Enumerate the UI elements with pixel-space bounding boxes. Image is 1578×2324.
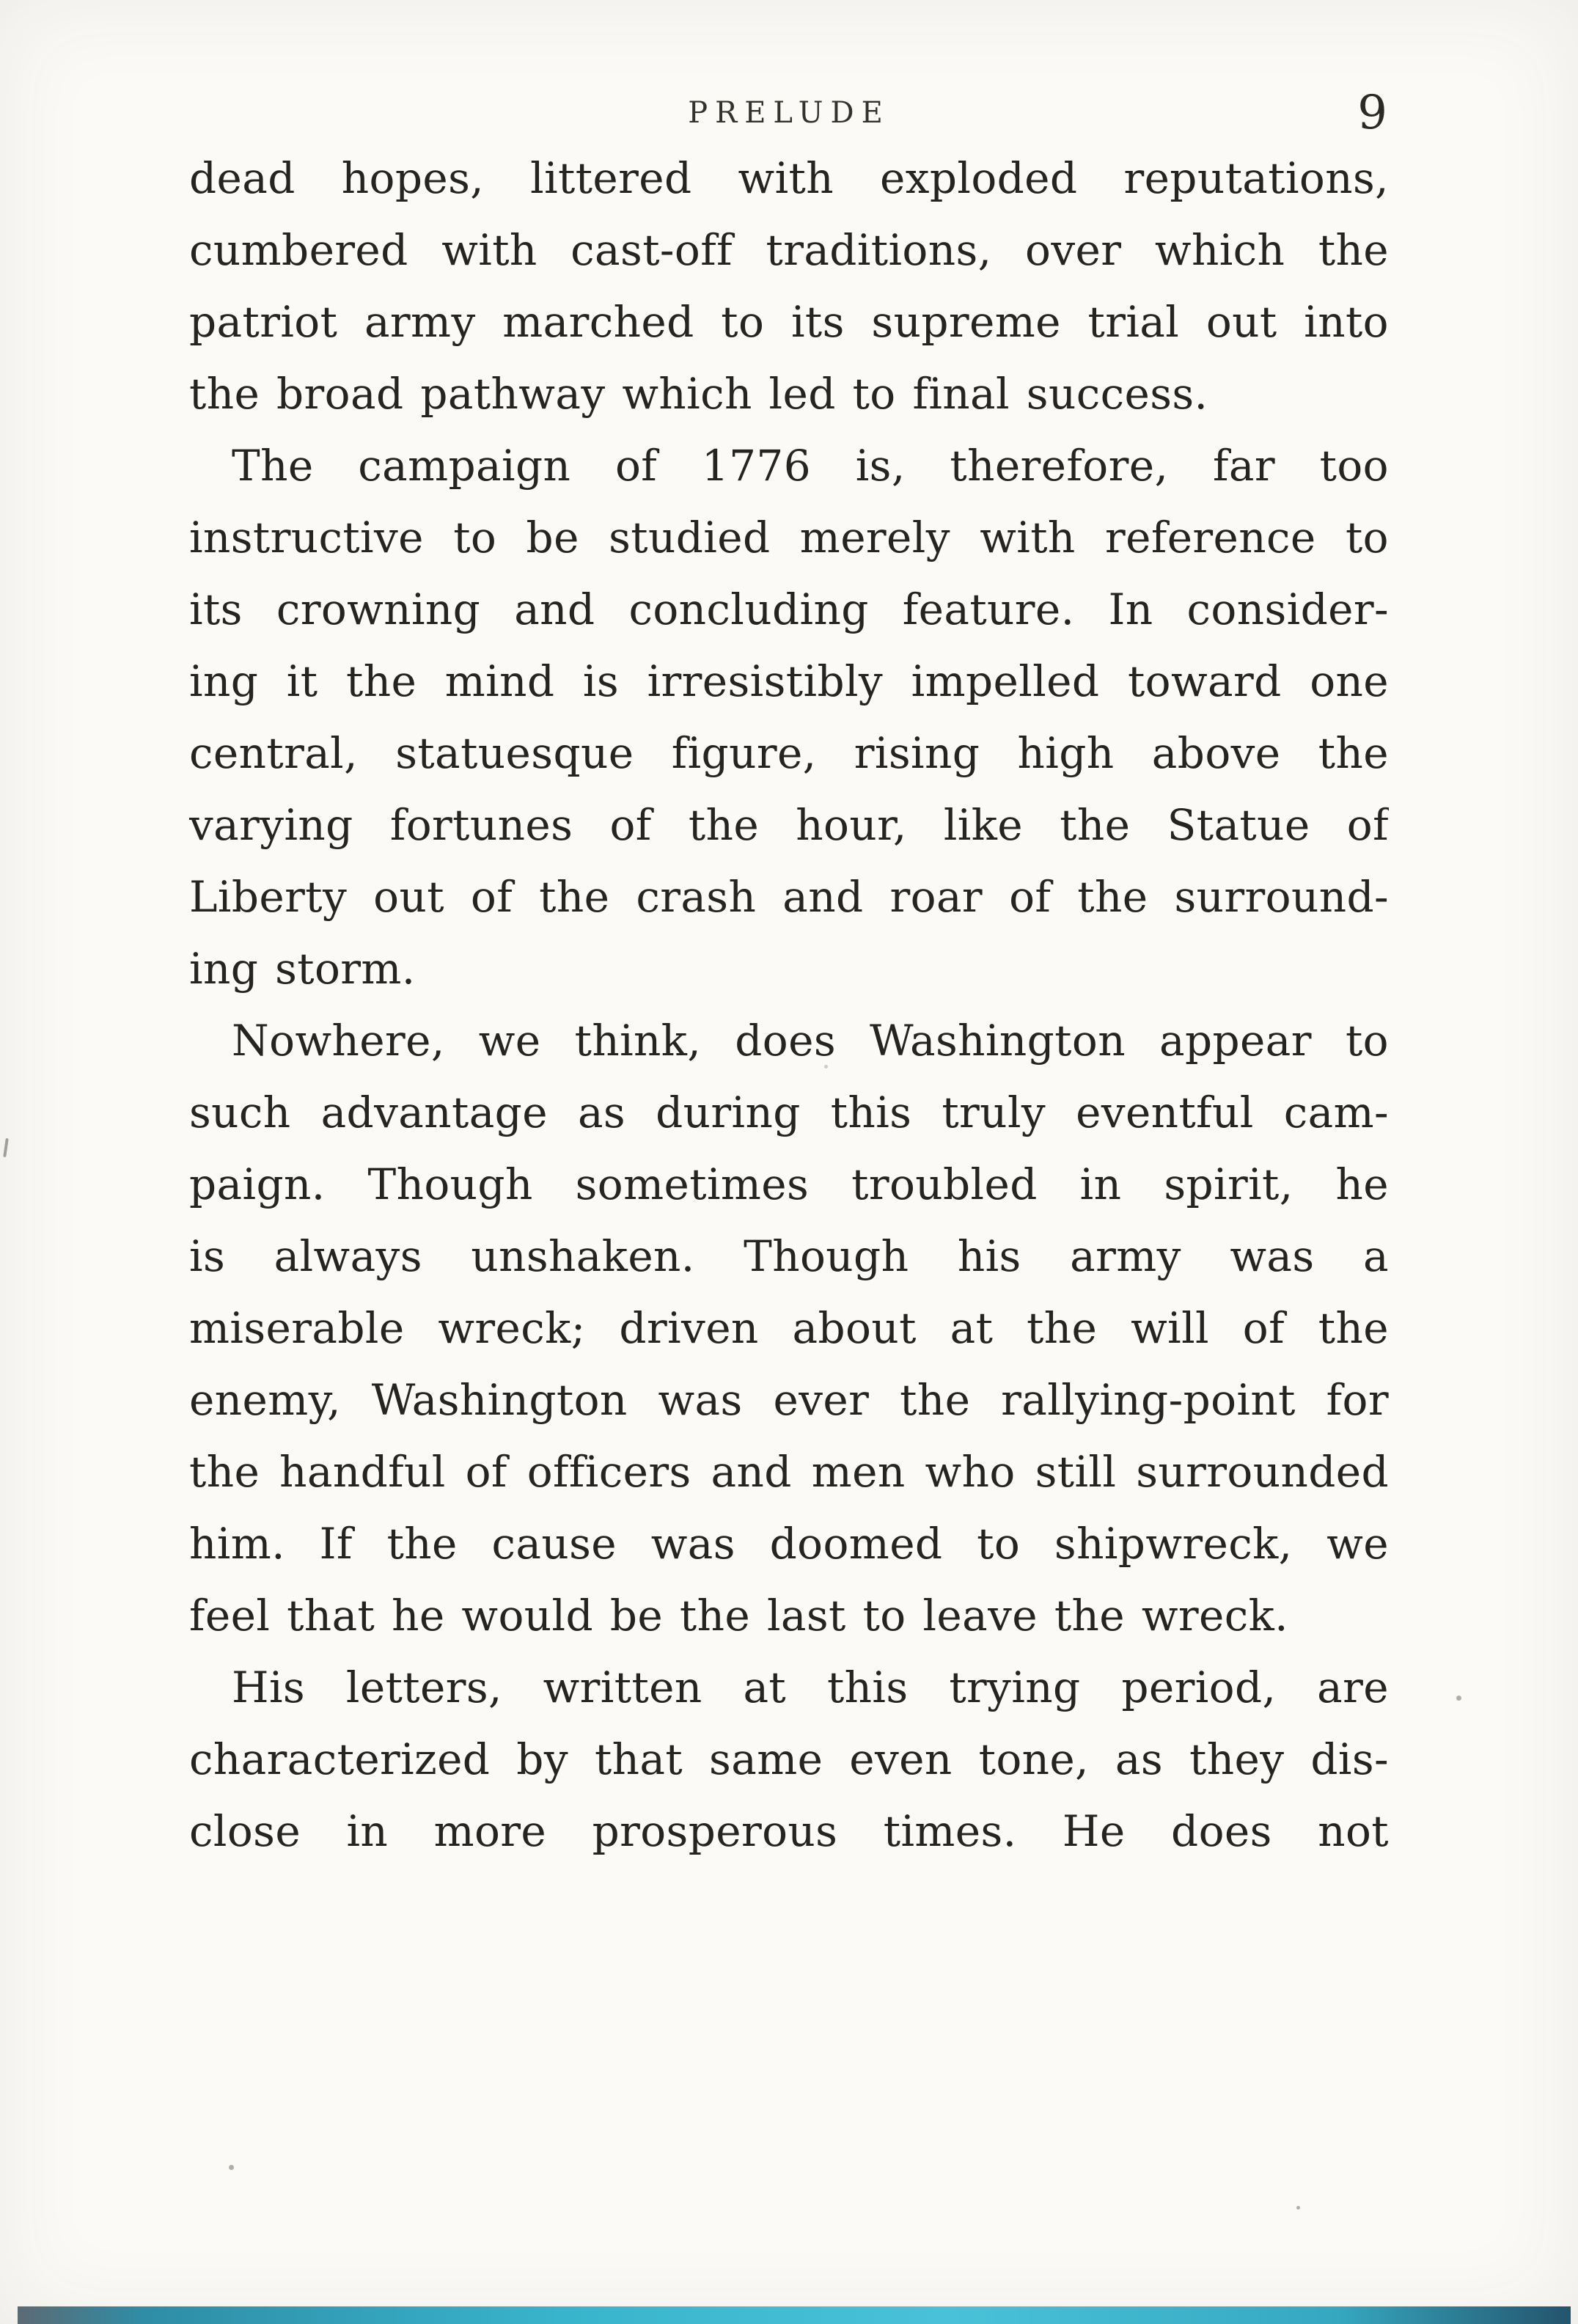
- text-line: The campaign of 1776 is, therefore, far too: [232, 441, 1389, 491]
- scan-speckle: [1296, 2206, 1300, 2210]
- text-line: ing it the mind is irresistibly impelled toward one: [189, 656, 1389, 706]
- text-line: Liberty out of the crash and roar of the surround-: [189, 872, 1389, 922]
- text-line: the handful of officers and men who still surrounded: [189, 1447, 1389, 1497]
- text-line: feel that he would be the last to leave the wreck.: [189, 1591, 1289, 1641]
- text-line: Nowhere, we think, does Washington appear to: [232, 1016, 1389, 1066]
- page-header: [189, 82, 1389, 144]
- text-line: varying fortunes of the hour, like the Statue of: [189, 800, 1389, 850]
- text-line: central, statuesque figure, rising high above the: [189, 728, 1389, 778]
- text-line: dead hopes, littered with exploded reputations,: [189, 153, 1389, 203]
- scan-pencil-mark: [3, 1138, 9, 1157]
- text-line: cumbered with cast-off traditions, over which the: [189, 225, 1389, 275]
- text-line: close in more prosperous times. He does not: [189, 1806, 1389, 1856]
- text-line: is always unshaken. Though his army was a: [189, 1231, 1389, 1281]
- scan-speckle: [824, 1065, 828, 1068]
- text-line: paign. Though sometimes troubled in spirit, he: [189, 1159, 1389, 1209]
- text-line: its crowning and concluding feature. In consider-: [189, 584, 1389, 634]
- text-line: characterized by that same even tone, as they dis-: [189, 1734, 1389, 1784]
- text-line: such advantage as during this truly eventful cam-: [189, 1088, 1389, 1137]
- text-block: [189, 142, 1389, 1867]
- running-title: PRELUDE: [688, 96, 890, 130]
- scan-speckle: [229, 2165, 234, 2170]
- text-line: miserable wreck; driven about at the will of the: [189, 1303, 1389, 1353]
- text-line: him. If the cause was doomed to shipwreck, we: [189, 1519, 1389, 1569]
- text-line: His letters, written at this trying period, are: [232, 1663, 1389, 1712]
- text-line: patriot army marched to its supreme trial out into: [189, 297, 1389, 347]
- page-number: 9: [1357, 86, 1387, 140]
- text-line: the broad pathway which led to final success.: [189, 369, 1208, 419]
- text-line: ing storm.: [189, 944, 416, 994]
- scan-edge-artifact: [18, 2306, 1571, 2324]
- scan-speckle: [1456, 1696, 1461, 1701]
- text-line: enemy, Washington was ever the rallying-point for: [189, 1375, 1389, 1425]
- text-line: instructive to be studied merely with reference to: [189, 513, 1389, 562]
